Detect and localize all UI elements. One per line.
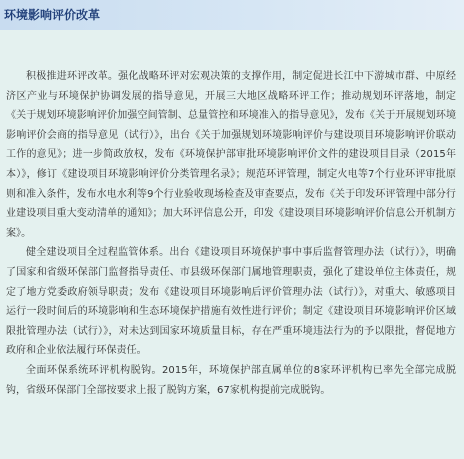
article-body (6, 67, 456, 400)
section-title: 环境影响评价改革 (4, 8, 101, 22)
paragraph-eia-reform: 积极推进环评改革。强化战略环评对宏观决策的支撑作用，制定促进长江中下游城市群、中原经济区产业与环境保护协调发展的指导意见，开展三大地区战略环评工作；推动规划环评落地，制定《关于规划环境影响评价加强空间管制、总量管控和环境准入的指导意见》，发布《关于开展规划环境影响评价会商的指导意见（试行）》，出台《关于加强规划环境影响评价与建设项目环境影响评价联动工作的意见》；进一步简政放权，发布《环境保护部审批环境影响评价文件的建设项目目录（2015年本）》，修订《建设项目环境影响评价分类管理名录》；规范环评管理，制定火电等7个行业环评审批原则和准入条件，发布水电水利等9个行业验收现场检查及审查要点，发布《关于印发环评管理中部分行业建设项目重大变动清单的通知》；加大环评信息公开，印发《建设项目环境影响评价信息公开机制方案》。 (6, 71, 456, 239)
paragraph-agency-decoupling: 全面环保系统环评机构脱钩。2015年，环境保护部直属单位的8家环评机构已率先全部完成脱钩，省级环保部门全部按要求上报了脱钩方案，67家机构提前完成脱钩。 (6, 364, 456, 396)
section-header-bar (0, 0, 464, 30)
paragraph-supervision-system: 健全建设项目全过程监管体系。出台《建设项目环境保护事中事后监督管理办法（试行）》，明确了国家和省级环保部门监督指导责任、市县级环保部门属地管理职责，强化了建设单位主体责任，规定了地方党委政府领导职责；发布《建设项目环境影响后评价管理办法（试行）》，对重大、敏感项目运行一段时间后的环境影响和生态环境保护措施有效性进行评价；制定《建设项目环境影响评价区域限批管理办法（试行）》，对未达到国家环境质量目标，存在严重环境违法行为的予以限批，督促地方政府和企业依法履行环保责任。 (6, 247, 456, 357)
